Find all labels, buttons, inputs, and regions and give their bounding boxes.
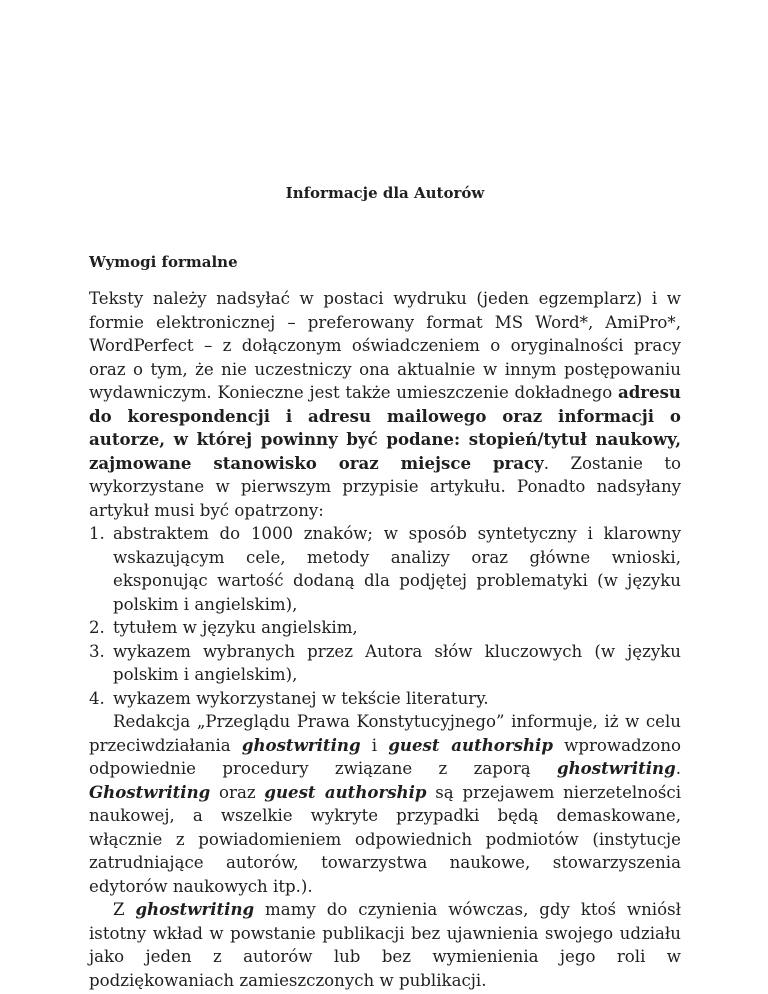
requirements-list [89,522,681,710]
intro-text-1: Teksty należy nadsyłać w postaci wydruku (jeden egzemplarz) i w formie elektronicznej – preferowany format MS Word*, AmiPro*, WordPerfect – z dołączonym oświadczeniem o oryginalności pracy oraz o tym, że nie uczestniczy ona aktualnie w innym postępowaniu wydawniczym. Konieczne jest także umieszczenie dokładnego [89,289,681,402]
list-item [89,522,681,616]
list-item-text: wykazem wykorzystanej w tekście literatury. [113,688,489,708]
list-item-number: 2. [89,618,105,637]
term-ghostwriting: ghostwriting [557,758,676,778]
body-text [89,287,681,992]
intro-text-2: . Zostanie to wykorzystane w pierwszym przypisie artykułu. Ponadto nadsyłany artykuł musi być opatrzony: [89,453,681,520]
list-item-text: wykazem wybranych przez Autora słów kluczowych (w języku polskim i angielskim), [113,641,681,684]
list-item-text: tytułem w języku angielskim, [113,618,358,637]
para2-text-4: . [675,759,681,778]
para3-text-2: mamy do czynienia wówczas, gdy ktoś wniósł istotny wkład w powstanie publikacji bez ujawnienia swojego udziału jako jeden z autorów lub bez wymienienia jego roli w podziękowaniach zamieszczonych w publikacji. [89,900,681,990]
list-item-number: 1. [89,524,105,543]
list-item [89,687,681,711]
para2-text-3: wprowadzono odpowiednie procedury związane z zaporą [89,735,682,778]
list-item-text: abstraktem do 1000 znaków; w sposób syntetyczny i klarowny wskazującym cele, metody analizy oraz główne wnioski, eksponując wartość dodaną dla podjętej problematyki (w języku polskim i angielskim), [113,524,681,614]
list-item [89,616,681,640]
definition-paragraph [89,898,681,992]
list-item-number: 3. [89,641,105,661]
term-ghostwriting: ghostwriting [135,899,255,919]
page-title: Informacje dla Autorów [285,184,485,202]
intro-bold-requirements: adresu do korespondencji i adresu mailowego oraz informacji o autorze, w której powinny być podane: stopień/tytuł naukowy, zajmowane stanowisko oraz miejsce pracy [89,382,681,473]
list-item-number: 4. [89,688,105,708]
section-heading: Wymogi formalne [89,253,238,271]
para2-text-2: i [360,735,389,755]
term-guest-authorship: guest authorship [388,734,553,755]
intro-paragraph [89,287,681,522]
para2-text-5: oraz [210,782,265,802]
term-ghostwriting: Ghostwriting [89,781,211,802]
list-item [89,640,681,687]
para2-text-1: Redakcja „Przeglądu Prawa Konstytucyjnego” informuje, iż w celu przeciwdziałania [89,712,681,755]
para2-text-6: są przejawem nierzetelności naukowej, a wszelkie wykryte przypadki będą demaskowane, włącznie z powiadomieniem odpowiednich podmiotów (instytucje zatrudniające autorów, towarzystwa naukowe, stowarzyszenia edytorów naukowych itp.). [89,782,682,896]
term-guest-authorship: guest authorship [264,781,427,802]
ghostwriting-paragraph [89,710,681,898]
term-ghostwriting: ghostwriting [241,734,361,755]
para3-text-1: Z [113,900,136,919]
